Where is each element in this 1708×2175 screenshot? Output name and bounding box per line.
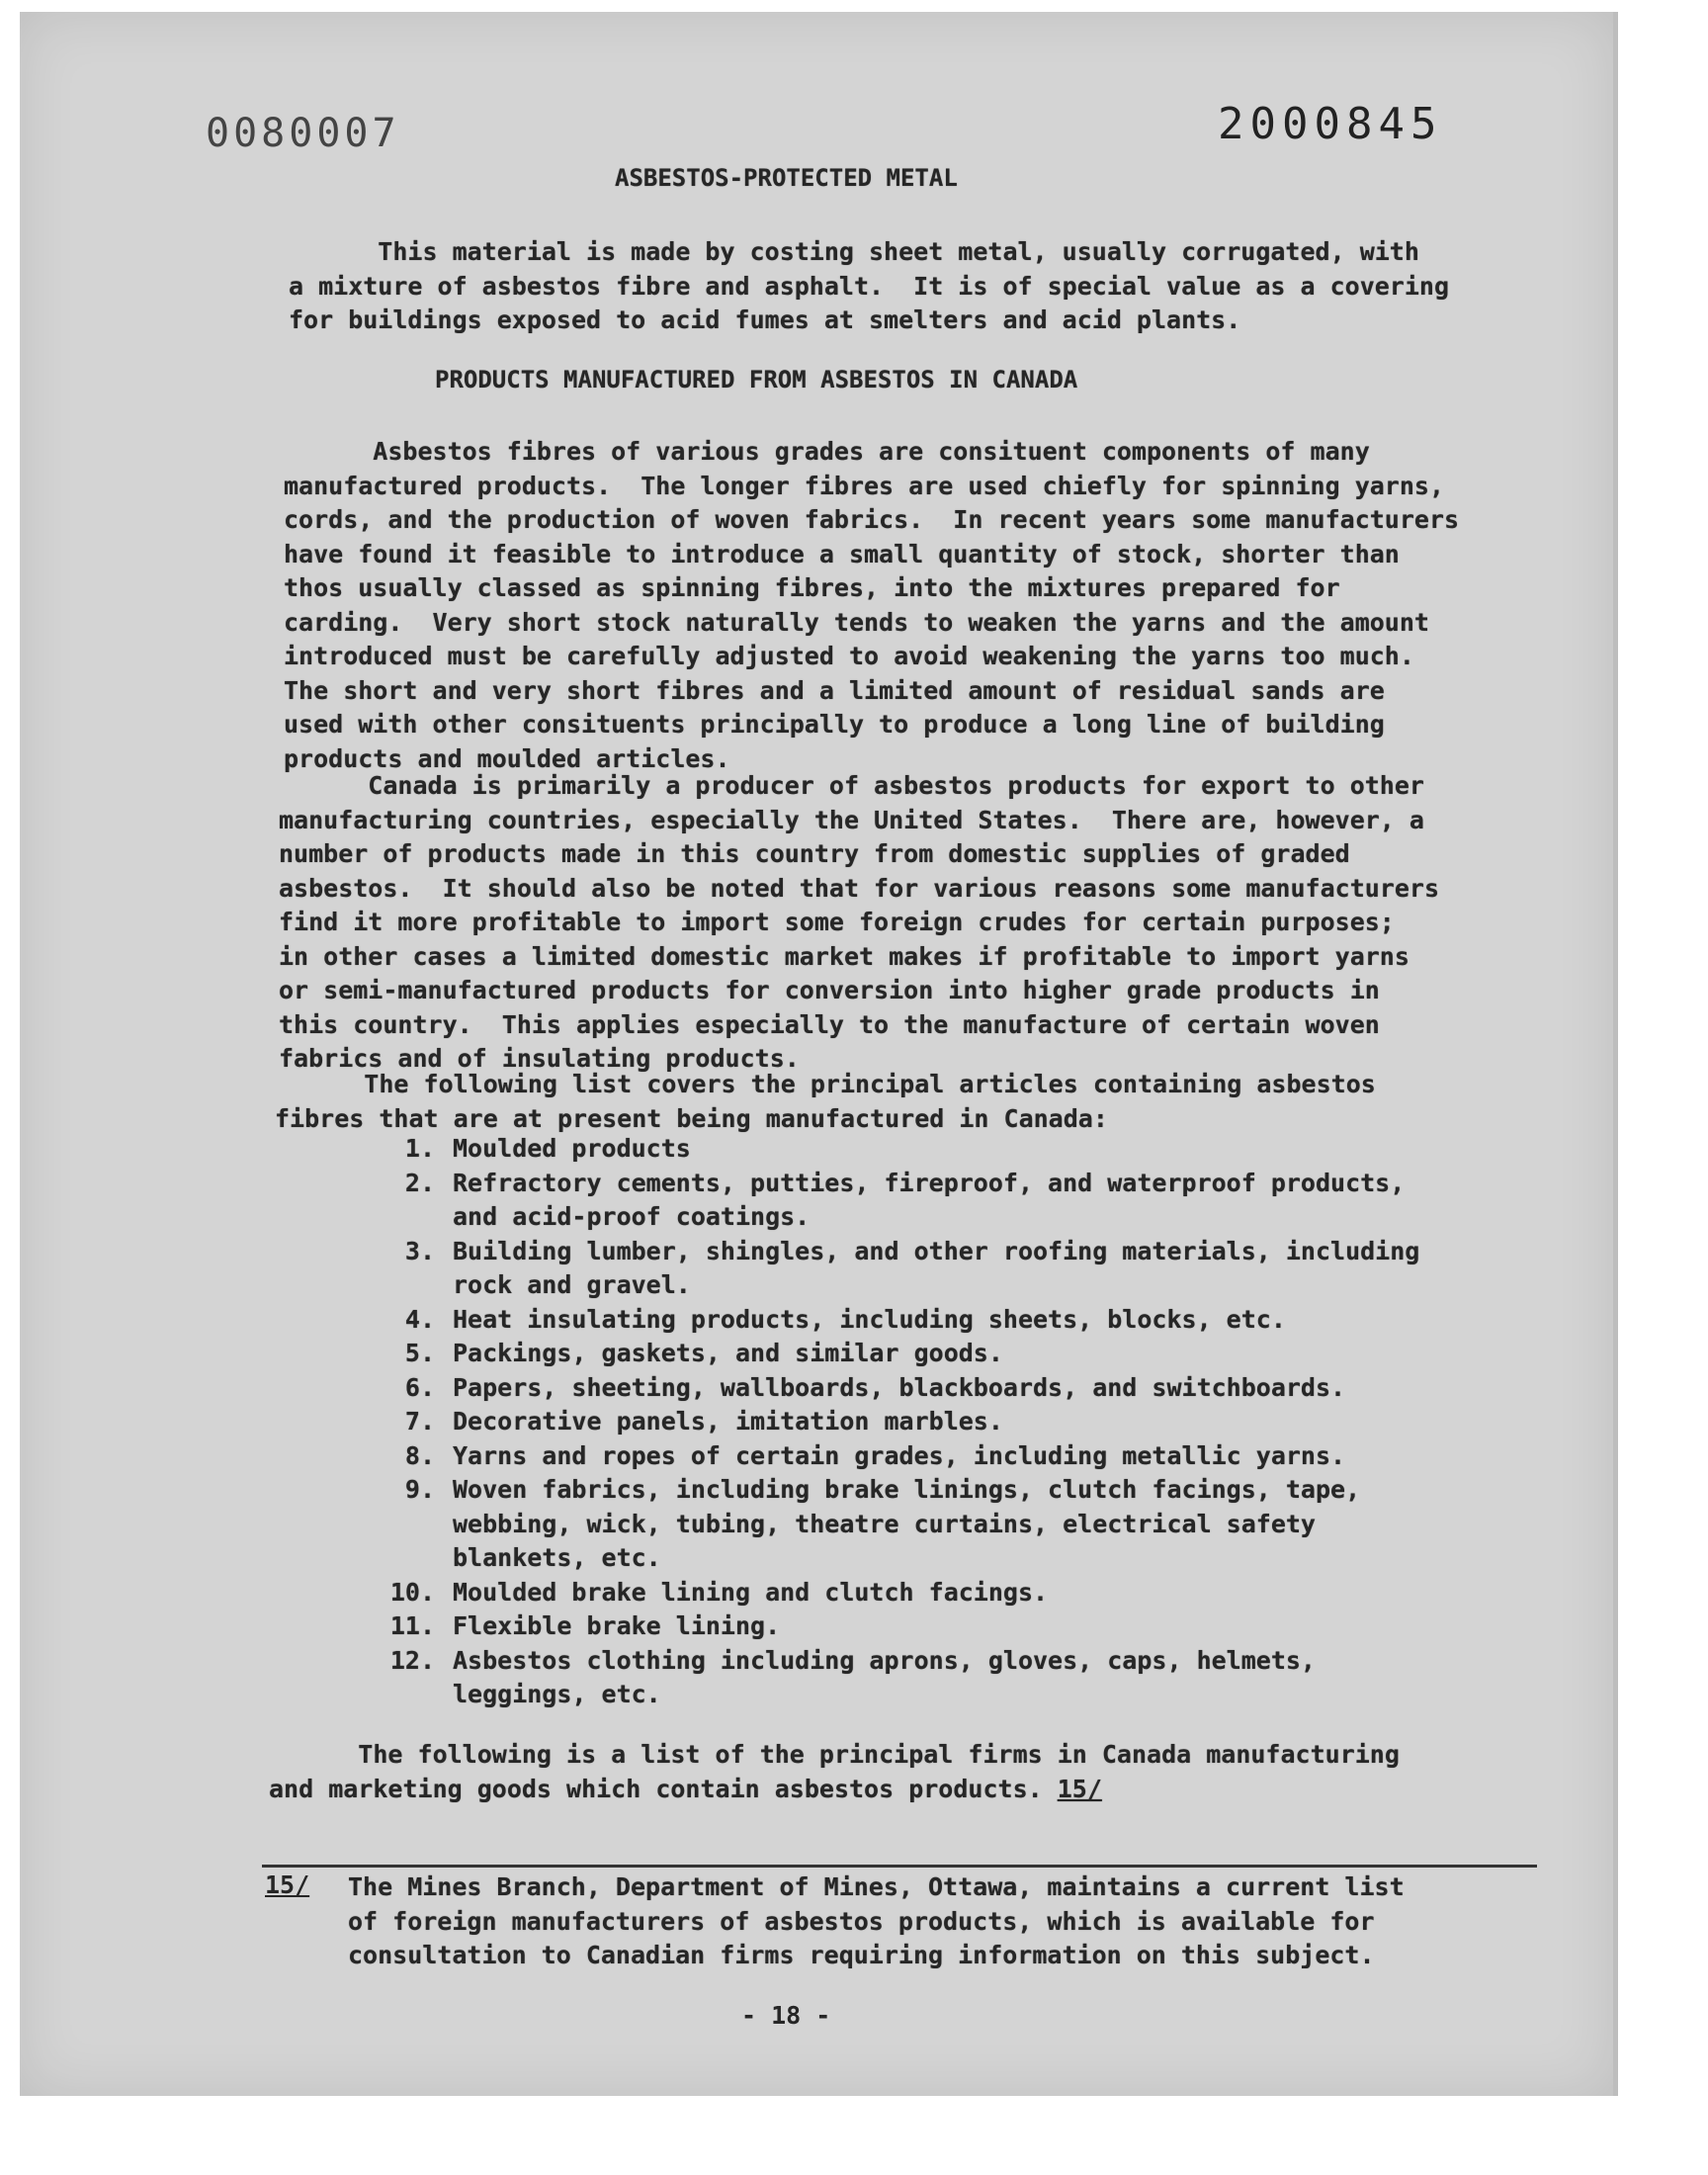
list-item-text: Asbestos clothing including aprons, gloves, caps, helmets, leggings, etc. xyxy=(453,1645,1316,1708)
list-item-number: 5. xyxy=(404,1339,435,1367)
list-item xyxy=(356,1371,1419,1406)
footnote-divider xyxy=(262,1865,1537,1868)
paragraph-list-intro: The following list covers the principal articles containing asbestos fibres that are at present being manufactured in Canada: xyxy=(275,1070,1376,1133)
paragraph-canada-producer: Canada is primarily a producer of asbestos products for export to other manufacturing countries, especially the United States. There are, however, a number of products made in this country from domestic supplies of graded asbestos. It should also be noted that for various reasons some manufacturers find it more profitable to import some foreign crudes for certain purposes; in other cases a limited domestic market makes if profitable to import yarns or semi-manufactured products for conversion into higher grade products in this country. This applies especially to the manufacture of certain woven fabrics and of insulating products. xyxy=(279,771,1439,1073)
list-item xyxy=(356,1610,1419,1644)
list-item xyxy=(356,1132,1419,1167)
list-item-text: Packings, gaskets, and similar goods. xyxy=(453,1339,1003,1367)
page-number: - 18 - xyxy=(741,2001,831,2030)
list-item-number: 4. xyxy=(404,1304,435,1334)
list-item-text: Moulded brake lining and clutch facings. xyxy=(453,1577,1049,1607)
list-item-number: 2. xyxy=(404,1168,435,1197)
list-item-text: Heat insulating products, including sheets, blocks, etc. xyxy=(453,1304,1286,1334)
paragraph-firms-text: The following is a list of the principal firms in Canada manufacturing and marketing goods which contain asbestos products. xyxy=(269,1740,1400,1803)
list-item-text: Moulded products xyxy=(453,1134,691,1163)
paragraph-firms-intro xyxy=(269,1738,1400,1806)
list-item xyxy=(356,1303,1419,1338)
list-item-text: Refractory cements, putties, fireproof, and waterproof products, and acid-proof coatings. xyxy=(453,1168,1406,1231)
footnote-reference: 15/ xyxy=(1057,1774,1102,1803)
list-item-number: 8. xyxy=(404,1440,435,1470)
list-item xyxy=(356,1473,1419,1576)
paragraph-asbestos-protected-metal: This material is made by costing sheet metal, usually corrugated, with a mixture of asbestos fibre and asphalt. It is of special value as a covering for buildings exposed to acid fumes at smelters and acid plants. xyxy=(289,237,1449,334)
list-item xyxy=(356,1576,1419,1610)
list-item-number: 9. xyxy=(404,1475,435,1504)
list-item-text: Papers, sheeting, wallboards, blackboards, and switchboards. xyxy=(453,1372,1346,1402)
list-item-number: 3. xyxy=(404,1236,435,1265)
list-item-text: Woven fabrics, including brake linings, clutch facings, tape, webbing, wick, tubing, theatre curtains, electrical safety blankets, etc. xyxy=(453,1475,1361,1572)
list-item-text: Decorative panels, imitation marbles. xyxy=(453,1407,1003,1436)
list-item xyxy=(356,1167,1419,1235)
list-item xyxy=(356,1644,1419,1712)
list-item-number: 1. xyxy=(404,1134,435,1163)
list-item xyxy=(356,1405,1419,1439)
list-item-number: 6. xyxy=(404,1372,435,1402)
list-item xyxy=(356,1439,1419,1474)
list-item xyxy=(356,1235,1419,1303)
list-item-text: Flexible brake lining. xyxy=(453,1611,781,1640)
list-item xyxy=(356,1337,1419,1371)
list-item-number: 12. xyxy=(389,1645,435,1675)
list-item-number: 7. xyxy=(404,1407,435,1436)
list-item-number: 10. xyxy=(389,1577,435,1607)
paragraph-fibre-grades: Asbestos fibres of various grades are consituent components of many manufactured products. The longer fibres are used chiefly for spinning yarns, cords, and the production of woven fabrics. In recent years some manufacturers have found it feasible to introduce a small quantity of stock, shorter than thos usually classed as spinning fibres, into the mixtures prepared for carding. Very short stock naturally tends to weaken the yarns and the amount introduced must be carefully adjusted to avoid weakening the yarns too much. The short and very short fibres and a limited amount of residual sands are used with other consituents principally to produce a long line of building products and moulded articles. xyxy=(284,437,1460,773)
list-item-text: Yarns and ropes of certain grades, including metallic yarns. xyxy=(453,1440,1346,1470)
product-list xyxy=(356,1132,1419,1712)
footnote-marker: 15/ xyxy=(265,1870,310,1899)
section-title-products-manufactured: PRODUCTS MANUFACTURED FROM ASBESTOS IN CANADA xyxy=(435,366,1078,393)
document-id-left: 0080007 xyxy=(206,111,400,156)
list-item-number: 11. xyxy=(389,1611,435,1640)
paper-edge xyxy=(1613,12,1618,2096)
section-title-asbestos-protected-metal: ASBESTOS-PROTECTED METAL xyxy=(615,164,958,192)
footnote-text: The Mines Branch, Department of Mines, Ottawa, maintains a current list of foreign manufacturers of asbestos products, which is available for consultation to Canadian firms requiring information on this subject. xyxy=(348,1872,1405,1969)
list-item-text: Building lumber, shingles, and other roofing materials, including rock and gravel. xyxy=(453,1236,1420,1299)
document-id-right: 2000845 xyxy=(1218,99,1443,149)
